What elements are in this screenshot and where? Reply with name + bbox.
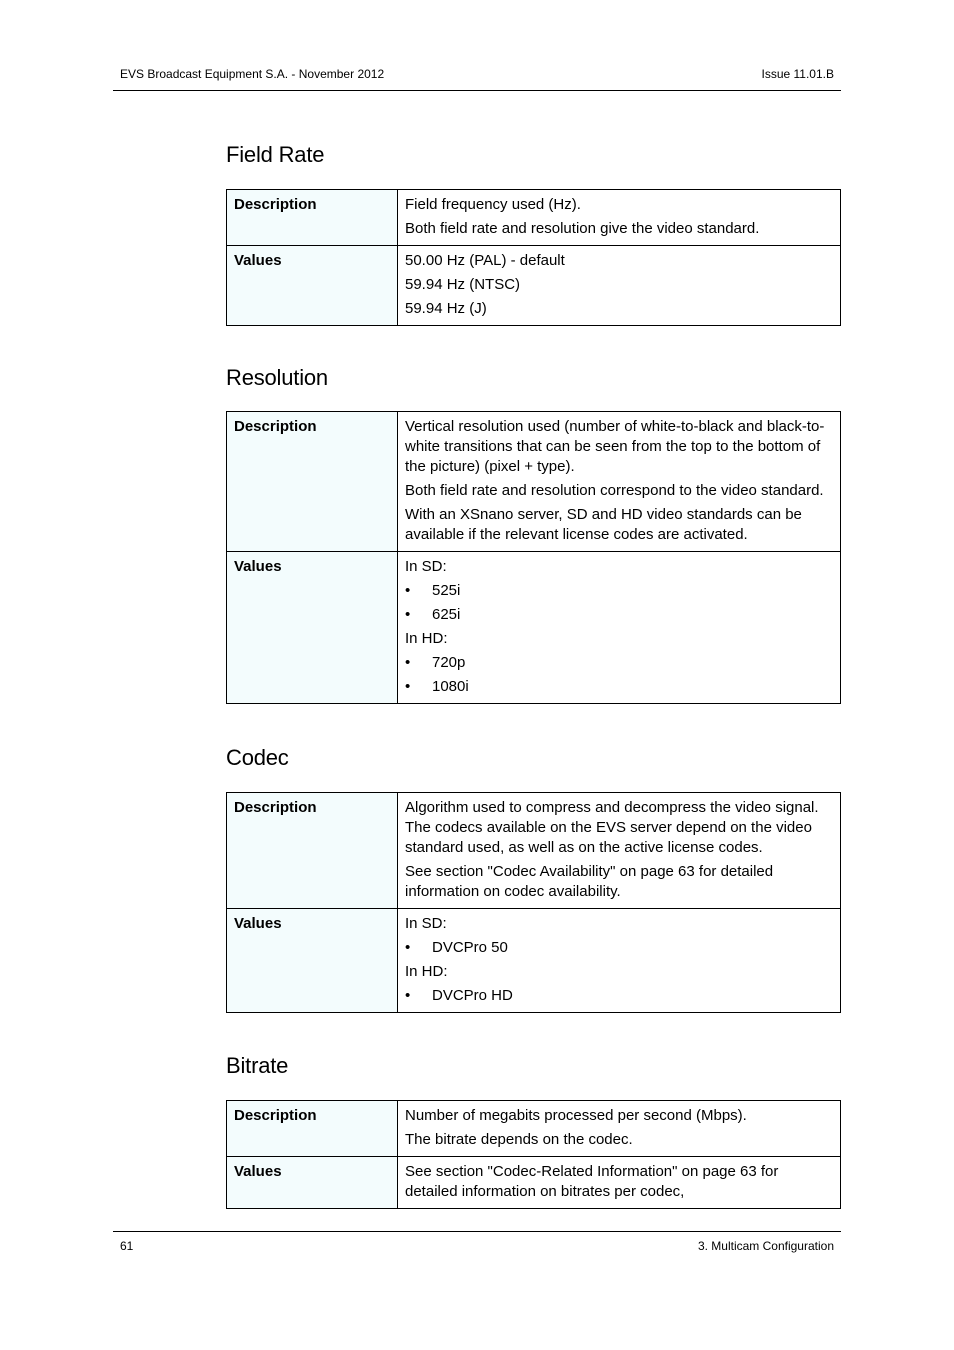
description-text: Number of megabits processed per second (Mbps). (405, 1107, 747, 1124)
list-item (405, 581, 833, 601)
header-publisher: EVS Broadcast Equipment S.A. - November 2012 (120, 67, 385, 81)
resolution-table (226, 411, 841, 704)
table-row (227, 793, 841, 909)
table-row (227, 1101, 841, 1157)
bullet-icon: • (405, 606, 411, 623)
bitrate-table (226, 1100, 841, 1209)
hd-label: In HD: (405, 963, 448, 980)
row-value (398, 909, 841, 1013)
description-text: Algorithm used to compress and decompress the video signal. The codecs available on the EVS server depend on the video standard used, as well as on the active license codes. (405, 799, 819, 856)
row-label: Values (227, 909, 398, 1013)
chapter-title: 3. Multicam Configuration (697, 1239, 834, 1253)
description-text: Both field rate and resolution correspond to the video standard. (405, 482, 824, 499)
description-text: Both field rate and resolution give the video standard. (405, 220, 760, 237)
page-header (113, 64, 841, 91)
list-item-text: 1080i (432, 678, 469, 695)
list-item (405, 605, 833, 625)
list-item (405, 653, 833, 673)
table-row (227, 412, 841, 552)
field-rate-table (226, 189, 841, 326)
description-text: The bitrate depends on the codec. (405, 1131, 633, 1148)
row-value (398, 793, 841, 909)
row-value (398, 1101, 841, 1157)
row-label: Values (227, 1157, 398, 1209)
row-label: Description (227, 190, 398, 246)
description-text: Vertical resolution used (number of white-to-black and black-to-white transitions that can be seen from the top to the bottom of the picture) (pixel + type). (405, 418, 825, 475)
section-title-resolution: Resolution (226, 365, 328, 390)
hd-label: In HD: (405, 630, 448, 647)
row-value (398, 412, 841, 552)
list-item-text: 525i (432, 582, 461, 599)
page-number: 61 (120, 1239, 134, 1253)
bullet-icon: • (405, 582, 411, 599)
row-value (398, 552, 841, 704)
bullet-icon: • (405, 654, 411, 671)
list-item (405, 938, 833, 958)
value-text: 59.94 Hz (J) (405, 300, 487, 317)
list-item-text: 720p (432, 654, 466, 671)
codec-table (226, 792, 841, 1013)
row-value (398, 246, 841, 326)
header-issue: Issue 11.01.B (761, 67, 834, 81)
section-title-field-rate: Field Rate (226, 142, 325, 167)
bullet-icon: • (405, 987, 411, 1004)
value-text: 59.94 Hz (NTSC) (405, 276, 521, 293)
row-label: Values (227, 552, 398, 704)
section-title-codec: Codec (226, 745, 289, 770)
row-label: Values (227, 246, 398, 326)
row-label: Description (227, 793, 398, 909)
description-text: With an XSnano server, SD and HD video standards can be available if the relevant license codes are activated. (405, 506, 802, 543)
section-title-bitrate: Bitrate (226, 1053, 289, 1078)
list-item-text: DVCPro HD (432, 987, 513, 1004)
list-item-text: 625i (432, 606, 461, 623)
description-text: See section "Codec Availability" on page 63 for detailed information on codec availability. (405, 863, 774, 900)
table-row (227, 1157, 841, 1209)
value-text: 50.00 Hz (PAL) - default (405, 252, 565, 269)
sd-label: In SD: (405, 558, 447, 575)
row-label: Description (227, 412, 398, 552)
bullet-icon: • (405, 939, 411, 956)
bullet-icon: • (405, 678, 411, 695)
table-row (227, 552, 841, 704)
list-item-text: DVCPro 50 (432, 939, 508, 956)
value-text: See section "Codec-Related Information" on page 63 for detailed information on bitrates per codec, (405, 1163, 779, 1200)
table-row (227, 246, 841, 326)
row-value (398, 1157, 841, 1209)
table-row (227, 909, 841, 1013)
row-label: Description (227, 1101, 398, 1157)
page-footer (113, 1231, 841, 1253)
table-row (227, 190, 841, 246)
sd-label: In SD: (405, 915, 447, 932)
list-item (405, 677, 833, 697)
row-value (398, 190, 841, 246)
description-text: Field frequency used (Hz). (405, 196, 581, 213)
list-item (405, 986, 833, 1006)
